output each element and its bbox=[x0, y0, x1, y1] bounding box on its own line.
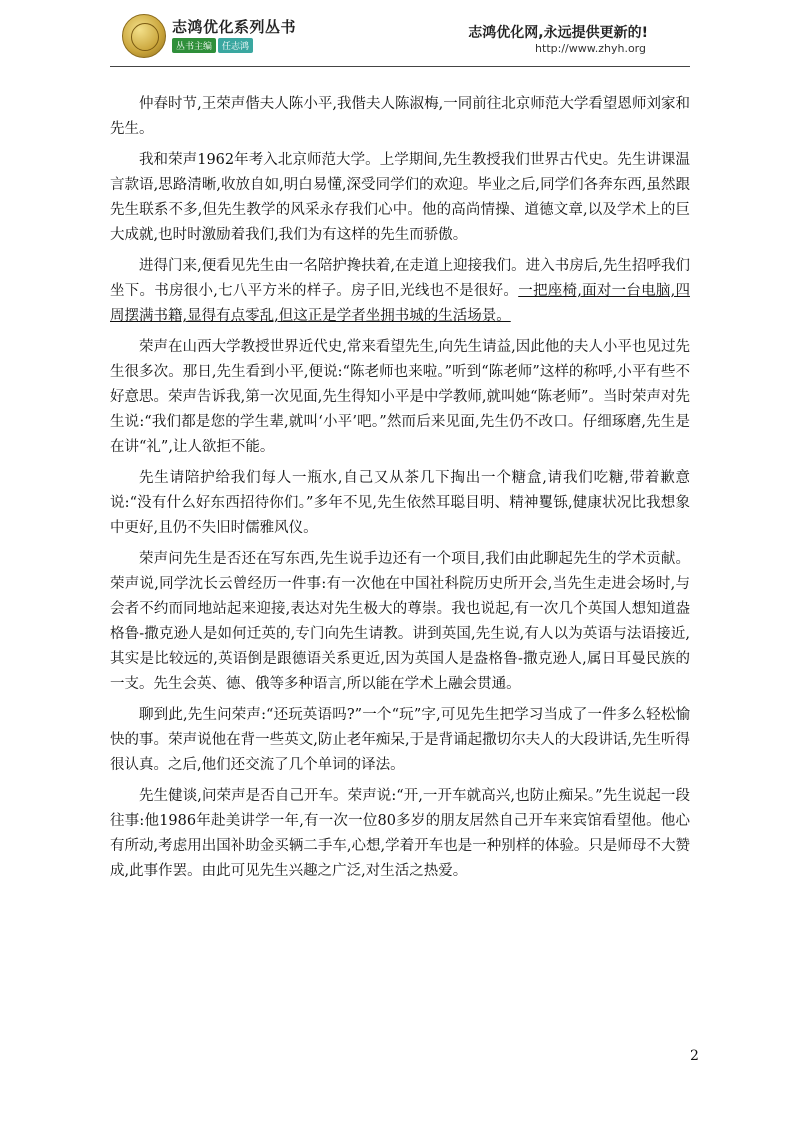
gold-medallion-logo-icon bbox=[122, 14, 166, 58]
paragraph-7: 聊到此,先生问荣声:“还玩英语吗?”一个“玩”字,可见先生把学习当成了一件多么轻松愉快的事。荣声说他在背一些英文,防止老年痴呆,于是背诵起撒切尔夫人的大段讲话,先生听得很认真。之后,他们还交流了几个单词的译法。 bbox=[110, 707, 690, 773]
paragraph-5: 先生请陪护给我们每人一瓶水,自己又从茶几下掏出一个糖盒,请我们吃糖,带着歉意说:“没有什么好东西招待你们。”多年不见,先生依然耳聪目明、精神矍铄,健康状况比我想象中更好,且仍不失旧时儒雅风仪。 bbox=[110, 470, 690, 536]
editor-label: 丛书主编 bbox=[172, 38, 216, 53]
paragraph-2: 我和荣声1962年考入北京师范大学。上学期间,先生教授我们世界古代史。先生讲课温言款语,思路清晰,收放自如,明白易懂,深受同学们的欢迎。毕业之后,同学们各奔东西,虽然跟先生联系不多,但先生教学的风采永存我们心中。他的高尚情操、道德文章,以及学术上的巨大成就,也时时激励着我们,我们为有这样的先生而骄傲。 bbox=[110, 152, 690, 243]
site-slogan: 志鸿优化网,永远提供更新的! bbox=[468, 25, 648, 41]
paragraph-1: 仲春时节,王荣声偕夫人陈小平,我偕夫人陈淑梅,一同前往北京师范大学看望恩师刘家和先生。 bbox=[110, 96, 690, 137]
article-body bbox=[110, 92, 690, 890]
editor-badge bbox=[172, 38, 253, 53]
logo-ring bbox=[131, 23, 159, 51]
page-number: 2 bbox=[690, 1048, 699, 1064]
site-url[interactable]: http://www.zhyh.org bbox=[535, 42, 646, 55]
paragraph-8: 先生健谈,问荣声是否自己开车。荣声说:“开,一开车就高兴,也防止痴呆。”先生说起一段往事:他1986年赴美讲学一年,有一次一位80多岁的朋友居然自己开车来宾馆看望他。他心有所动,考虑用出国补助金买辆二手车,心想,学着开车也是一种别样的体验。只是师母不大赞成,此事作罢。由此可见先生兴趣之广泛,对生活之热爱。 bbox=[110, 788, 690, 879]
paragraph-3-text: 进得门来,便看见先生由一名陪护搀扶着,在走道上迎接我们。进入书房后,先生招呼我们坐下。书房很小,七八平方米的样子。房子旧,光线也不是很好。 bbox=[110, 258, 690, 299]
page-header bbox=[0, 0, 800, 72]
paragraph-4: 荣声在山西大学教授世界近代史,常来看望先生,向先生请益,因此他的夫人小平也见过先生很多次。那日,先生看到小平,便说:“陈老师也来啦。”听到“陈老师”这样的称呼,小平有些不好意思。荣声告诉我,第一次见面,先生得知小平是中学教师,就叫她“陈老师”。当时荣声对先生说:“我们都是您的学生辈,就叫‘小平’吧。”然而后来见面,先生仍不改口。仔细琢磨,先生是在讲“礼”,让人欲拒不能。 bbox=[110, 339, 690, 455]
underlined-sentence: 一把座椅,面对一台电脑,四周摆满书籍,显得有点零乱,但这正是学者坐拥书城的生活场景。 bbox=[110, 283, 690, 324]
series-title: 志鸿优化系列丛书 bbox=[172, 18, 297, 36]
editor-name: 任志鸿 bbox=[218, 38, 253, 53]
paragraph-6: 荣声问先生是否还在写东西,先生说手边还有一个项目,我们由此聊起先生的学术贡献。荣声说,同学沈长云曾经历一件事:有一次他在中国社科院历史所开会,当先生走进会场时,与会者不约而同地站起来迎接,表达对先生极大的尊崇。我也说起,有一次几个英国人想知道盎格鲁-撒克逊人是如何迁英的,专门向先生请教。讲到英国,先生说,有人以为英语与法语接近,其实是比较远的,英语倒是跟德语关系更近,因为英国人是盎格鲁-撒克逊人,属日耳曼民族的一支。先生会英、德、俄等多种语言,所以能在学术上融会贯通。 bbox=[110, 551, 690, 692]
paragraph-3 bbox=[110, 254, 690, 329]
header-divider bbox=[110, 66, 690, 67]
